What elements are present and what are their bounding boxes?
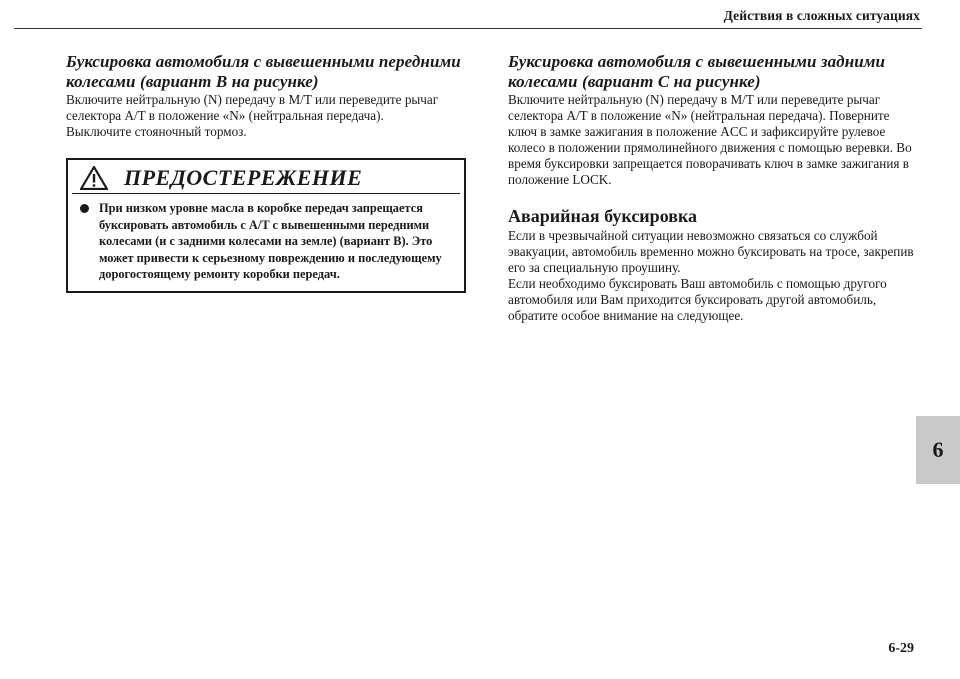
front-lift-towing-heading: Буксировка автомобиля с вывешенными передними колесами (вариант B на рисунке)	[66, 52, 461, 91]
warning-header	[72, 163, 460, 194]
chapter-tab	[916, 416, 960, 484]
bullet-icon	[80, 204, 89, 213]
emergency-towing-paragraph-1: Если в чрезвычайной ситуации невозможно связаться со службой эвакуации, автомобиль временно можно буксировать на тросе, закрепив его за специальную проушину.	[508, 228, 914, 275]
left-column	[66, 52, 466, 293]
chapter-header-title: Действия в сложных ситуациях	[723, 8, 920, 23]
warning-box	[66, 158, 466, 293]
page-number: 6-29	[888, 641, 914, 656]
right-column	[508, 52, 918, 324]
header-divider	[14, 28, 922, 29]
warning-triangle-icon	[80, 166, 108, 190]
rear-lift-instruction: Включите нейтральную (N) передачу в M/T или переведите рычаг селектора A/T в положение «N» (нейтральная передача). Поверните ключ в замке зажигания в положение ACC и зафиксируйте рулевое колесо в положении прямолинейного движения с помощью веревки. Во время буксировки запрещается поворачивать ключ в замке зажигания в положение LOCK.	[508, 92, 912, 187]
emergency-towing-heading: Аварийная буксировка	[508, 206, 698, 226]
warning-list-item	[76, 200, 456, 283]
rear-lift-towing-heading: Буксировка автомобиля с вывешенными задними колесами (вариант C на рисунке)	[508, 52, 886, 91]
front-lift-instruction-1: Включите нейтральную (N) передачу в M/T или переведите рычаг селектора A/T в положение «N» (нейтральная передача).	[66, 92, 439, 123]
warning-title: ПРЕДОСТЕРЕЖЕНИЕ	[124, 165, 363, 190]
emergency-towing-paragraph-2: Если необходимо буксировать Ваш автомобиль с помощью другого автомобиля или Вам приходится буксировать другой автомобиль, обратите особое внимание на следующее.	[508, 276, 887, 323]
warning-text: При низком уровне масла в коробке передач запрещается буксировать автомобиль с A/T с вывешенными передними колесами (и с задними колесами на земле) (вариант B). Это может привести к серьезному повреждению и последующему дорогостоящему ремонту коробки передач.	[99, 201, 442, 281]
front-lift-instruction-2: Выключите стояночный тормоз.	[66, 124, 247, 139]
chapter-tab-number: 6	[932, 437, 944, 462]
